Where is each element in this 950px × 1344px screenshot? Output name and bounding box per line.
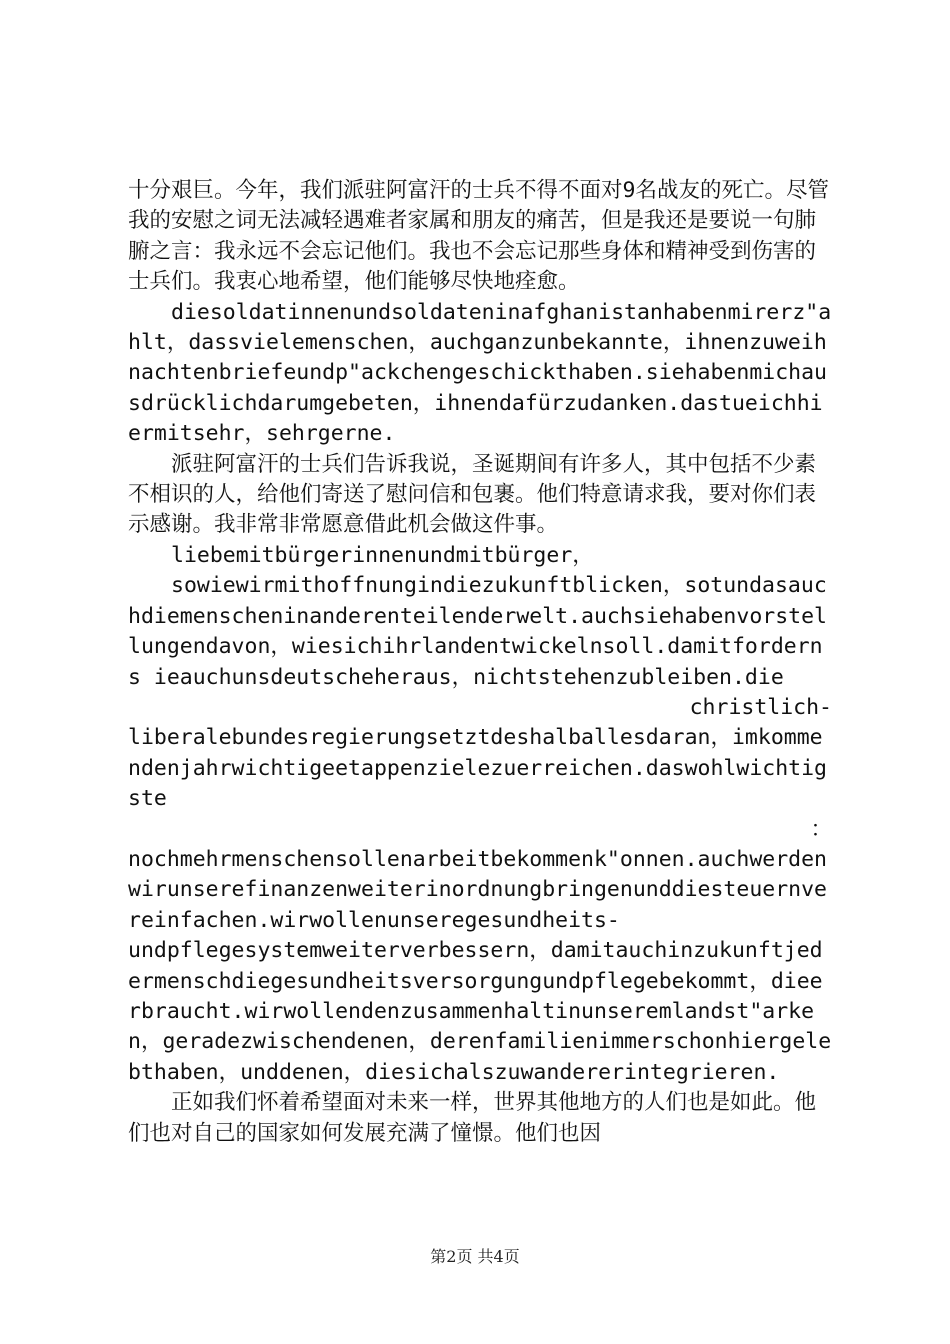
page-footer: 第2页 共4页 — [430, 1247, 520, 1266]
paragraph-5: sowiewirmithoffnungindiezukunftblicken，sotundasauchdiemenscheninanderenteilenderwelt.auchsiehabenvorstellungendavon，wiesichihrlandentwickelnsoll.damitforderns ieauchunsdeutscheheraus，nichtstehenzubleiben.die — [128, 573, 827, 690]
document-body — [128, 176, 832, 1149]
paragraph-6: christlich- — [689, 694, 832, 720]
paragraph-3: 派驻阿富汗的士兵们告诉我说，圣诞期间有许多人，其中包括不少素不相识的人，给他们寄送了慰问信和包裹。他们特意请求我，要对你们表示感谢。我非常非常愿意借此机会做这件事。 — [128, 451, 817, 538]
paragraph-2: diesoldatinnenundsoldateninafghanistanhabenmirerz"ahlt，dassvielemenschen，auchganzunbekannte，ihnenzuweihnachtenbriefeundp"ackchengeschickthaben.siehabenmichausdrücklichdarumgebeten，ihnendafürzudanken.dastueichhiermitsehr，sehrgerne. — [128, 299, 832, 447]
paragraph-10: undpflegesystemweiterverbessern，damitauchinzukunftjedermenschdiegesundheitsversorgungundpflegebekommt，dieerbraucht.wirwollendenzusammenhaltinunseremlandst"arken，geradezwischendenen，derenfamilienimmerschonhiergelebthaben，unddenen，diesichalszuwandererintegrieren. — [128, 938, 832, 1085]
paragraph-11: 正如我们怀着希望面对未来一样，世界其他地方的人们也是如此。他们也对自己的国家如何发展充满了憧憬。他们也因 — [128, 1090, 817, 1146]
paragraph-7: liberalebundesregierungsetztdeshalballesdaran，imkommendenjahrwichtigeetappenzielezuerreichen.daswohlwichtigste — [128, 725, 827, 812]
paragraph-1: 十分艰巨。今年，我们派驻阿富汗的士兵不得不面对9名战友的死亡。尽管我的安慰之词无法减轻遇难者家属和朋友的痛苦，但是我还是要说一句肺腑之言：我永远不会忘记他们。我也不会忘记那些身体和精神受到伤害的士兵们。我衷心地希望，他们能够尽快地痊愈。 — [128, 178, 829, 295]
paragraph-8: ： — [810, 816, 832, 842]
paragraph-9: nochmehrmenschensollenarbeitbekommenk"onnen.auchwerdenwirunserefinanzenweiterinordnungbringenunddiesteuernvereinfachen.wirwollenunseregesundheits- — [128, 846, 827, 933]
paragraph-4: liebemitbürgerinnenundmitbürger， — [171, 542, 594, 568]
